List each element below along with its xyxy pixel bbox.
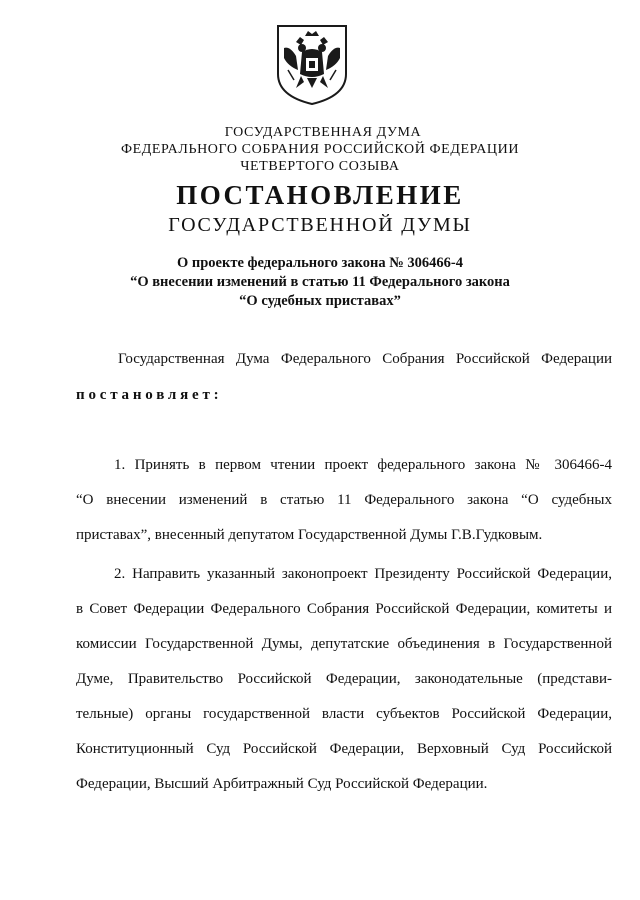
document-issuer-title: ГОСУДАРСТВЕННОЙ ДУМЫ — [168, 214, 472, 236]
paragraph-2-line: Думе, Правительство Российской Федерации, законодательные (представи- — [76, 671, 612, 687]
paragraph-2-line: в Совет Федерации Федерального Собрания Российской Федерации, комитеты и — [76, 601, 612, 617]
resolves-keyword: постановляет: — [76, 387, 223, 403]
paragraph-2-line: тельные) органы государственной власти субъектов Российской Федерации, — [76, 706, 612, 722]
header-line-3: ЧЕТВЕРТОГО СОЗЫВА — [240, 159, 400, 174]
issuing-body-header — [0, 124, 640, 175]
preamble-text: Государственная Дума Федерального Собрания Российской Федерации — [118, 351, 612, 367]
paragraph-1-line: “О внесении изменений в статью 11 Федерального закона “О судебных — [76, 492, 612, 508]
paragraph-1 — [76, 448, 612, 553]
document-subject — [0, 254, 640, 311]
coat-of-arms-icon — [274, 22, 350, 106]
header-line-2: ФЕДЕРАЛЬНОГО СОБРАНИЯ РОССИЙСКОЙ ФЕДЕРАЦИИ — [120, 142, 520, 157]
paragraph-2-line: комиссии Государственной Думы, депутатские объединения в Государственной — [76, 636, 612, 652]
paragraph-2-line: 2. Направить указанный законопроект Президенту Российской Федерации, — [114, 566, 612, 582]
paragraph-1-line: приставах”, внесенный депутатом Государственной Думы Г.В.Гудковым. — [76, 527, 543, 543]
document-type-title: ПОСТАНОВЛЕНИЕ — [176, 180, 464, 210]
paragraph-2 — [76, 557, 612, 802]
subject-line-3: “О судебных приставах” — [239, 293, 401, 309]
paragraph-2-line: Федерации, Высший Арбитражный Суд Российской Федерации. — [76, 776, 488, 792]
paragraph-2-line: Конституционный Суд Российской Федерации, Верховный Суд Российской — [76, 741, 612, 757]
header-line-1: ГОСУДАРСТВЕННАЯ ДУМА — [224, 125, 422, 140]
subject-line-2: “О внесении изменений в статью 11 Федерального закона — [130, 274, 510, 290]
paragraph-1-line: 1. Принять в первом чтении проект федерального закона № 306466-4 — [114, 457, 612, 473]
preamble — [76, 351, 612, 368]
subject-line-1: О проекте федерального закона № 306466-4 — [176, 255, 464, 271]
